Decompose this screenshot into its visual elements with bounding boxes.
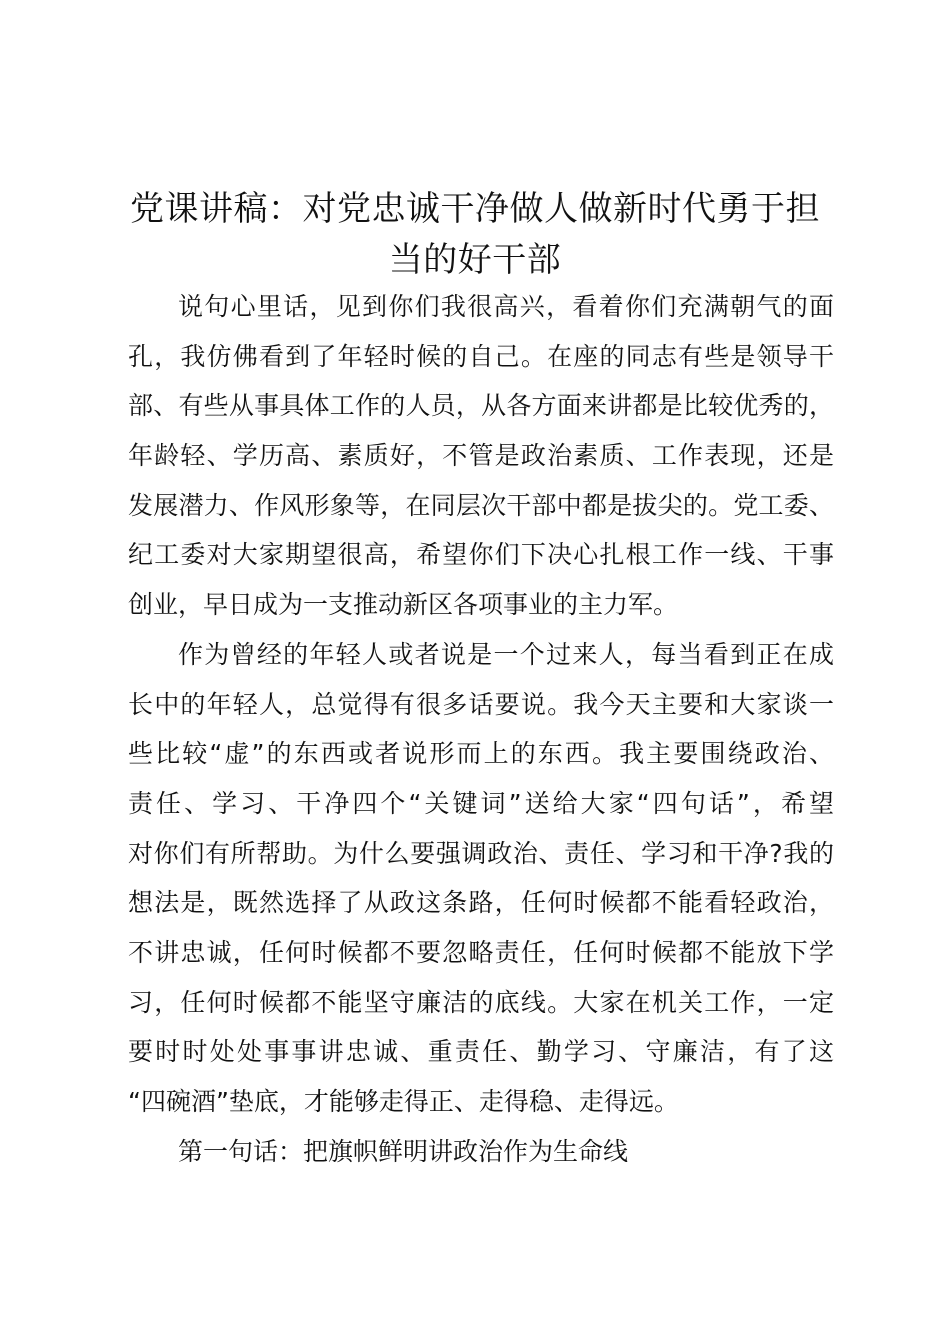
paragraph-line: 发展潜力、作风形象等，在同层次干部中都是拔尖的。党工委、 xyxy=(128,490,834,520)
paragraph-1 xyxy=(128,282,834,630)
paragraph-line: 说句心里话，见到你们我很高兴，看着你们充满朝气的面 xyxy=(178,292,834,321)
paragraph-line: 部、有些从事具体工作的人员，从各方面来讲都是比较优秀的， xyxy=(128,391,834,421)
paragraph-line: 责任、学习、干净四个“关键词”送给大家“四句话”，希望 xyxy=(128,788,834,818)
document-body xyxy=(128,282,834,1176)
paragraph-line: 些比较“虚”的东西或者说形而上的东西。我主要围绕政治、 xyxy=(128,739,834,769)
paragraph-line: 要时时处处事事讲忠诚、重责任、勤学习、守廉洁，有了这 xyxy=(128,1037,834,1067)
paragraph-line: 想法是，既然选择了从政这条路，任何时候都不能看轻政治， xyxy=(128,888,834,918)
paragraph-2 xyxy=(128,630,834,1127)
document-title xyxy=(118,184,832,286)
paragraph-line: 作为曾经的年轻人或者说是一个过来人，每当看到正在成 xyxy=(178,639,834,669)
paragraph-line: 习，任何时候都不能坚守廉洁的底线。大家在机关工作，一定 xyxy=(128,987,834,1017)
title-line-2: 当的好干部 xyxy=(388,240,562,280)
paragraph-line: 纪工委对大家期望很高，希望你们下决心扎根工作一线、干事 xyxy=(128,540,834,570)
paragraph-line: 孔，我仿佛看到了年轻时候的自己。在座的同志有些是领导干 xyxy=(128,341,834,371)
paragraph-line: 不讲忠诚，任何时候都不要忽略责任，任何时候都不能放下学 xyxy=(128,937,834,967)
section-heading: 第一句话：把旗帜鲜明讲政治作为生命线 xyxy=(178,1136,629,1166)
paragraph-3 xyxy=(128,1127,834,1177)
title-line-1: 党课讲稿：对党忠诚干净做人做新时代勇于担 xyxy=(130,189,820,229)
paragraph-line: 创业，早日成为一支推动新区各项事业的主力军。 xyxy=(128,590,679,620)
paragraph-line: 对你们有所帮助。为什么要强调政治、责任、学习和干净?我的 xyxy=(128,838,834,868)
paragraph-line: “四碗酒”垫底，才能够走得正、走得稳、走得远。 xyxy=(128,1087,679,1116)
paragraph-line: 长中的年轻人，总觉得有很多话要说。我今天主要和大家谈一 xyxy=(128,689,834,719)
paragraph-line: 年龄轻、学历高、素质好，不管是政治素质、工作表现，还是 xyxy=(128,441,834,471)
